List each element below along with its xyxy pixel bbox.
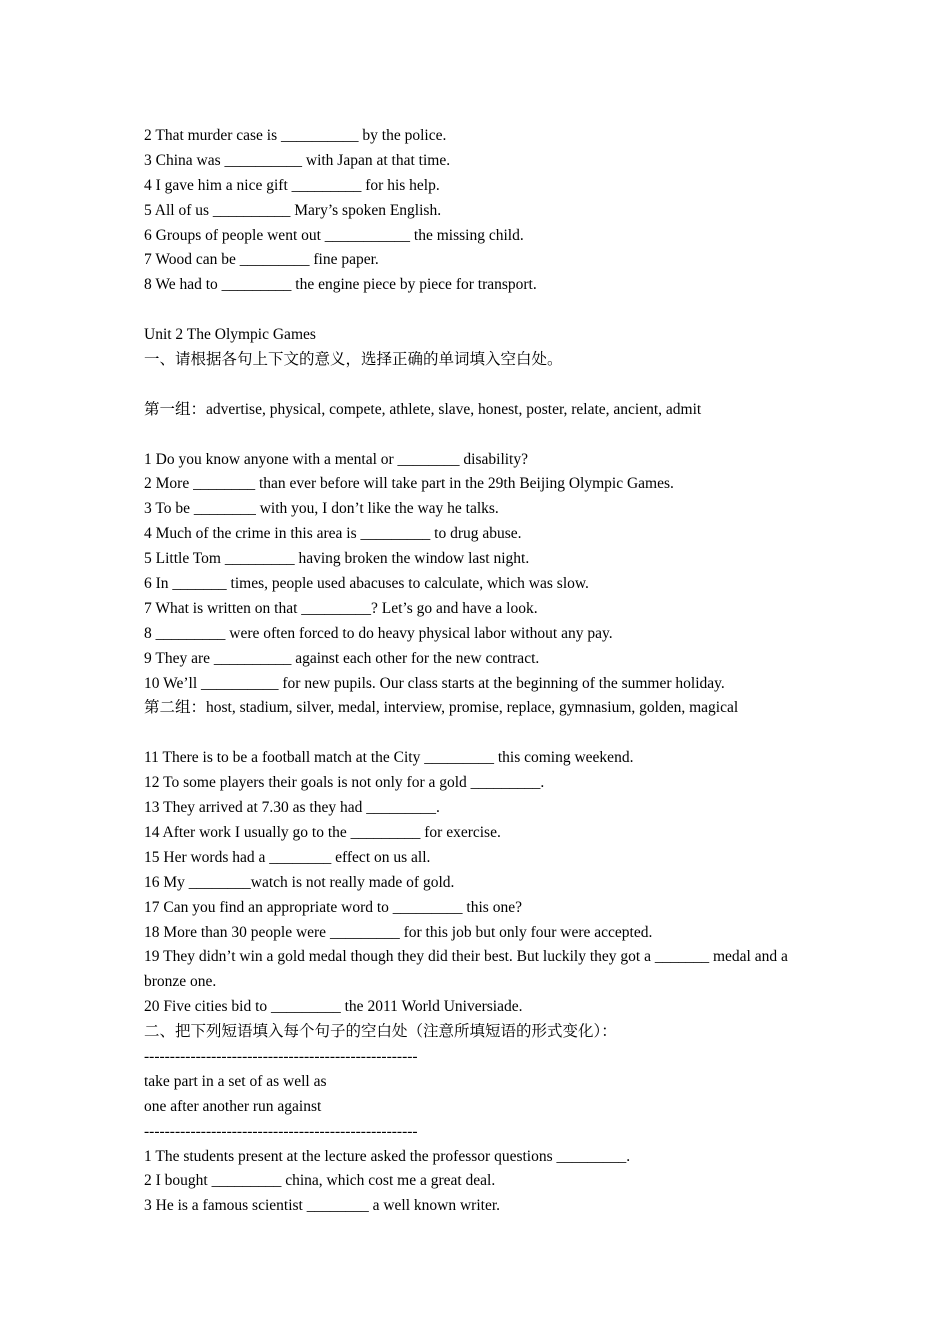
exercise-item: 3 China was __________ with Japan at that time. [144,151,451,169]
document-page [144,124,824,1219]
exercise-item: 20 Five cities bid to _________ the 2011 World Universiade. [144,998,523,1016]
unit1-exercise-list [144,124,824,298]
unit-title: Unit 2 The Olympic Games [144,326,316,344]
exercise-item: 5 Little Tom _________ having broken the window last night. [144,550,530,568]
exercise-item: 19 They didn’t win a gold medal though they did their best. But luckily they got a _______ medal and a bronze one. [144,948,788,991]
exercise-item: 4 Much of the crime in this area is _________ to drug abuse. [144,525,522,543]
exercise-item: 4 I gave him a nice gift _________ for his help. [144,176,440,194]
exercise-item: 2 More ________ than ever before will take part in the 29th Beijing Olympic Games. [144,475,674,493]
exercise-item: 11 There is to be a football match at the City _________ this coming weekend. [144,749,634,767]
exercise-item: 16 My ________watch is not really made of gold. [144,873,455,891]
exercise-item: 1 Do you know anyone with a mental or ________ disability? [144,450,528,468]
exercise-item: 6 Groups of people went out ___________ the missing child. [144,226,524,244]
exercise-item: 3 He is a famous scientist ________ a well known writer. [144,1197,501,1215]
exercise-item: 17 Can you find an appropriate word to _________ this one? [144,898,522,916]
phrase-bank-line-2: one after another run against [144,1097,322,1115]
group2-exercise-list [144,746,824,1020]
exercise-item: 2 I bought _________ china, which cost me a great deal. [144,1172,496,1190]
exercise-item: 7 What is written on that _________? Let’s go and have a look. [144,599,538,617]
spacer [144,298,824,323]
exercise-item: 6 In _______ times, people used abacuses to calculate, which was slow. [144,575,589,593]
exercise-item: 3 To be ________ with you, I don’t like the way he talks. [144,500,499,518]
group1-exercise-list [144,448,824,697]
group2-word-bank: 第二组：host, stadium, silver, medal, interview, promise, replace, gymnasium, golden, magical [144,699,739,717]
exercise-item: 14 After work I usually go to the _________ for exercise. [144,823,501,841]
exercise-item: 10 We’ll __________ for new pupils. Our class starts at the beginning of the summer holiday. [144,674,725,692]
divider-bottom: ----------------------------------------------------- [144,1122,418,1140]
exercise-item: 8 We had to _________ the engine piece by piece for transport. [144,276,537,294]
part2-instruction: 二、把下列短语填入每个句子的空白处（注意所填短语的形式变化）： [144,1023,617,1041]
spacer [144,373,824,398]
exercise-item: 8 _________ were often forced to do heavy physical labor without any pay. [144,624,613,642]
exercise-item: 2 That murder case is __________ by the police. [144,127,447,144]
exercise-item: 18 More than 30 people were _________ for this job but only four were accepted. [144,923,653,941]
exercise-item: 5 All of us __________ Mary’s spoken English. [144,201,442,219]
exercise-item: 12 To some players their goals is not only for a gold _________. [144,774,545,792]
divider-top: ----------------------------------------------------- [144,1047,418,1065]
part1-instruction: 一、请根据各句上下文的意义，选择正确的单词填入空白处。 [144,351,563,369]
exercise-item: 7 Wood can be _________ fine paper. [144,251,379,269]
exercise-item: 1 The students present at the lecture asked the professor questions _________. [144,1147,631,1165]
exercise-item: 15 Her words had a ________ effect on us all. [144,848,431,866]
phrase-bank-line-1: take part in a set of as well as [144,1072,327,1090]
spacer [144,721,824,746]
group1-word-bank: 第一组：advertise, physical, compete, athlete, slave, honest, poster, relate, ancient, admit [144,400,702,418]
spacer [144,423,824,448]
exercise-item: 13 They arrived at 7.30 as they had _________. [144,799,440,817]
part2-exercise-list [144,1145,824,1220]
exercise-item: 9 They are __________ against each other for the new contract. [144,649,540,667]
